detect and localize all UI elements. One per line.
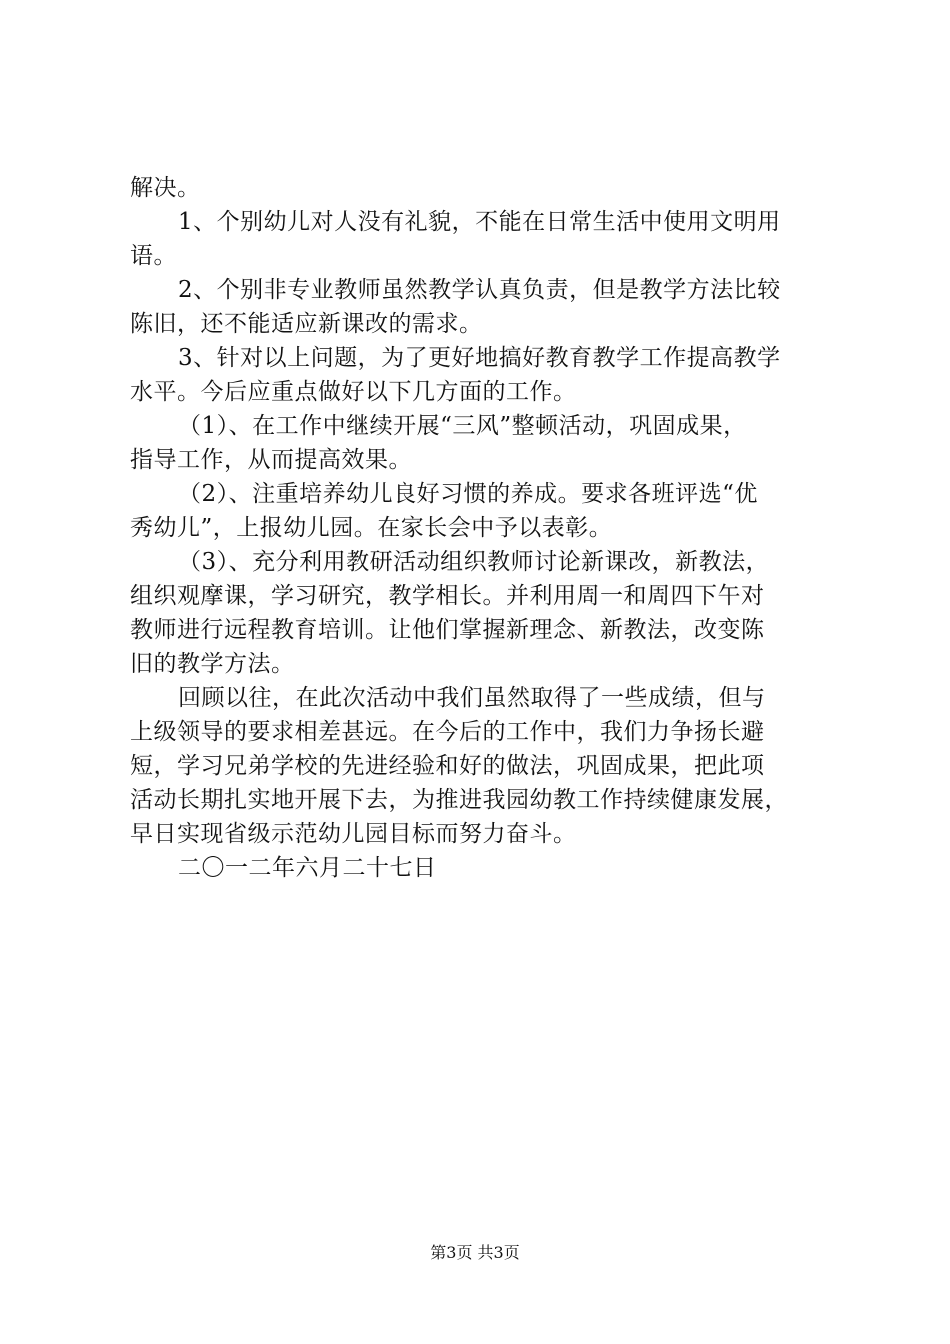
text-line: （2）、注重培养幼儿良好习惯的养成。要求各班评选“优 bbox=[178, 481, 758, 507]
text-line: 水平。今后应重点做好以下几方面的工作。 bbox=[130, 379, 577, 405]
text-line: 上级领导的要求相差甚远。在今后的工作中，我们力争扬长避 bbox=[130, 719, 765, 745]
text-line: 2、个别非专业教师虽然教学认真负责，但是教学方法比较 bbox=[178, 277, 781, 303]
document-body bbox=[130, 171, 835, 885]
text-line: 教师进行远程教育培训。让他们掌握新理念、新教法，改变陈 bbox=[130, 617, 765, 643]
text-line: 语。 bbox=[130, 243, 177, 269]
text-line: 秀幼儿”，上报幼儿园。在家长会中予以表彰。 bbox=[130, 515, 613, 541]
text-line: （3）、充分利用教研活动组织教师讨论新课改，新教法， bbox=[178, 549, 770, 575]
text-line: 组织观摩课，学习研究，教学相长。并利用周一和周四下午对 bbox=[130, 583, 765, 609]
text-line: 1、个别幼儿对人没有礼貌，不能在日常生活中使用文明用 bbox=[178, 209, 781, 235]
text-line: 旧的教学方法。 bbox=[130, 651, 295, 677]
page-footer bbox=[0, 1242, 950, 1264]
text-line: 早日实现省级示范幼儿园目标而努力奋斗。 bbox=[130, 821, 577, 847]
text-line: 活动长期扎实地开展下去，为推进我园幼教工作持续健康发展， bbox=[130, 787, 788, 813]
text-line: （1）、在工作中继续开展“三风”整顿活动，巩固成果， bbox=[178, 413, 747, 439]
text-line: 3、针对以上问题，为了更好地搞好教育教学工作提高教学 bbox=[178, 345, 781, 371]
text-line: 回顾以往，在此次活动中我们虽然取得了一些成绩，但与 bbox=[178, 685, 766, 711]
text-line: 指导工作，从而提高效果。 bbox=[130, 447, 412, 473]
page-number-label: 第3页 共3页 bbox=[430, 1243, 520, 1262]
date-line: 二〇一二年六月二十七日 bbox=[178, 855, 437, 881]
text-line: 陈旧，还不能适应新课改的需求。 bbox=[130, 311, 483, 337]
text-line: 解决。 bbox=[130, 175, 201, 201]
text-line: 短，学习兄弟学校的先进经验和好的做法，巩固成果，把此项 bbox=[130, 753, 765, 779]
